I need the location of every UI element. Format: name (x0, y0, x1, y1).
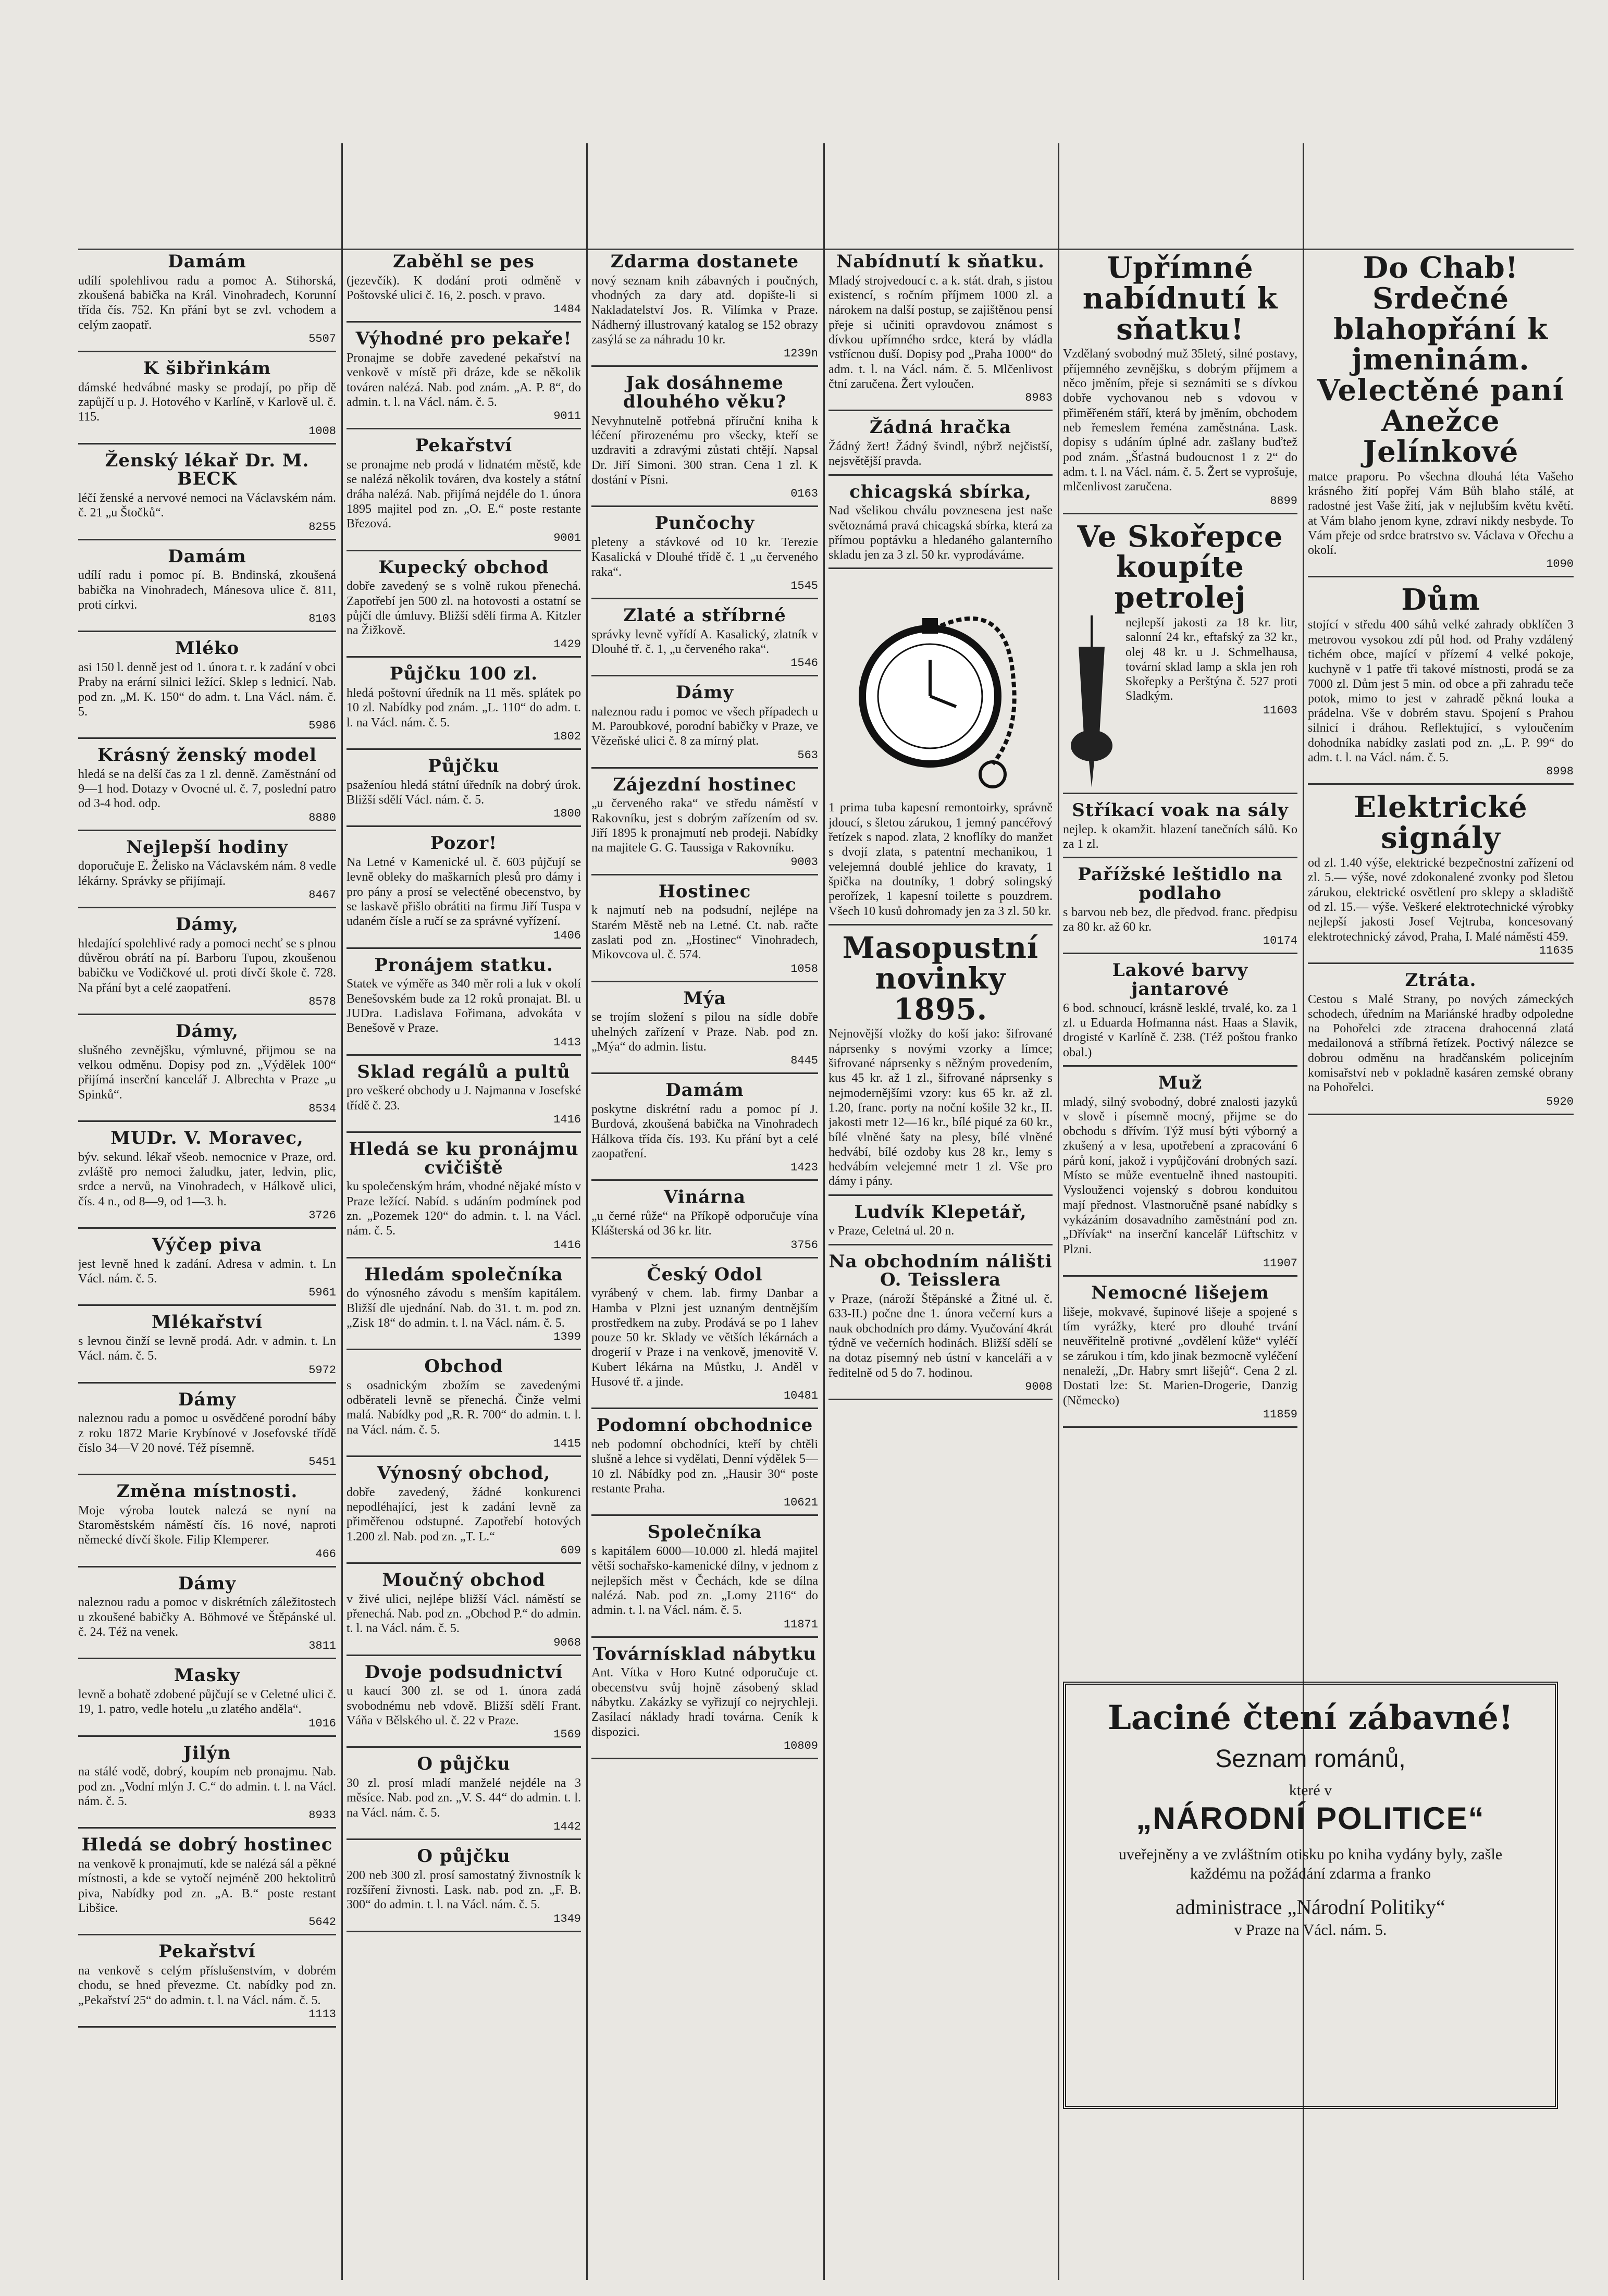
ad-number: 11907 (1263, 1256, 1297, 1270)
ad-title: Pekařství (415, 435, 513, 456)
ad-title: Hostinec (658, 881, 751, 902)
ad-text: se trojím složení s pilou na sídle dobře uhelných zařízení v Praze. Nab. pod zn. „Mýa“ do admin. listu. (591, 1010, 818, 1054)
column-divider (823, 143, 825, 2280)
ad-number: 9008 (1025, 1380, 1053, 1394)
ad-text: v Praze, (nároží Štěpánské a Žitné ul. č. 633-II.) počne dne 1. února večerní kurs a nauk obchodních pro dámy. Vyučování 4krát týdně ve večerních hodinách. Bližší sdělí se na dotaz písemný neb ústní v kanceláři a v ředitelně od 5 do 7. hodinou. (828, 1292, 1053, 1380)
classified-ad (347, 1140, 581, 1258)
column-divider (1058, 143, 1059, 2280)
ad-number: 466 (315, 1547, 336, 1561)
ad-text: „u červeného raka“ ve středu náměstí v Rakovníku, jest s dobrým zařízením od sv. Jiří 1895 k pronajmutí neb prodeji. Nabídky na majitele G. G. Taussiga v Rakovníku. (591, 797, 818, 855)
classified-ad (78, 253, 336, 352)
ad-number: 1800 (553, 807, 581, 821)
classified-ad (347, 1063, 581, 1133)
classified-ad (347, 559, 581, 658)
ad-text: Mladý strojvedoucí c. a k. stát. drah, s jistou existencí, s ročním příjmem 1000 zl. a nárokem na další postup, se zajištěnou pensí přeje si učiniti opravdovou známost s dívkou upřímného srdce, která by vládla vstřícnou duší. Dopisy pod „Praha 1000“ do adm. t. l. na Václ. nám. č. 5. Mlčenlivost čtní zaručena. Žert vyloučen. (828, 274, 1053, 391)
ad-column-3 (591, 253, 818, 2275)
ad-number: 1416 (553, 1113, 581, 1126)
ad-title: Damám (665, 1080, 744, 1101)
ad-number: 8255 (308, 520, 336, 534)
ad-text: psaženíou hledá státní úředník na dobrý úrok. Bližší sdělí Václ. nám. č. 5. (347, 778, 581, 807)
classified-ad (1063, 866, 1297, 954)
ad-title: Dvoje podsudnictví (364, 1661, 563, 1683)
classified-ad (347, 1571, 581, 1656)
classified-ad (591, 604, 818, 676)
ad-text: pleteny a stávkové od 10 kr. Terezie Kasalická v Dlouhé třídě č. 1 „u červeného raka“. (591, 535, 818, 579)
ad-text: naleznou radu a pomoc v diskrétních záležitostech u zkoušené babičky A. Böhmové ve Štěpánské ul. č. 24. Též na venek. (78, 1596, 336, 1639)
ad-text: od zl. 1.40 výše, elektrické bezpečnostní zařízení od zl. 5.— výše, nové zdokonalené zvonky pod šletou zárukou, elektrické osvětlení pro sklepy a skladiště od zl. 15.— výše. Veškeré elektrotechnické výrobky nejlepší jakosti Josef Vejtruba, koncesovaný elektrotechnický závod, Praha, I. Malé náměstí 459. (1308, 856, 1574, 944)
classified-ad (78, 1391, 336, 1476)
classified-ad (1063, 1284, 1297, 1428)
column-divider (341, 143, 343, 2280)
ad-text: léčí ženské a nervové nemoci na Václavském nám. č. 21 „u Štočků“. (78, 491, 336, 520)
ad-title: Český Odol (647, 1264, 763, 1285)
ad-text: Nejnovější vložky do koší jako: šifrované náprsenky s novými vzorky a límce; šifrované náprsenky s něžným provedením, kus 45 kr. až 1 zl., šifrované náprsenky s nejmodernějšími vzory: kus 65 kr. až zl. 1.20, franc. porty na noční košile 32 kr., II. jakosti metr 12—16 kr., bílé piqué za 60 kr., bílé vlněné šaty na plesy, bílé vlněné hedvábí, bílé ozdoby kus 28 kr., lemy s hedvábím velejemné metr 1 zl. Vše pro dámy i pány. (828, 1027, 1053, 1189)
classified-ad (347, 1847, 581, 1932)
ad-text: hledající spolehlivé rady a pomoci nechť se s plnou důvěrou obrátí na pí. Barboru Tupou, zkoušenou babičku ve Vodičkové ul. proti dívčí škole č. 728. Na přání byt a celé zaopatření. (78, 936, 336, 995)
classified-ad (78, 1483, 336, 1567)
classified-ad (591, 514, 818, 599)
ad-text: Na Letné v Kamenické ul. č. 603 půjčují se levně obleky do maškarních plesů pro dámy i pro pány a prosí se velectěné obecenstvo, by se laskavě přišlo obrátiti na firmu Jiří Tuspa v udaném čísle a ručí se za správné vyřízení. (347, 856, 581, 929)
ad-number: 8467 (308, 888, 336, 902)
ad-number: 10481 (783, 1389, 818, 1403)
ad-title: Žádná hračka (869, 417, 1012, 438)
ad-title: Upřímné nabídnutí k sňatku! (1082, 253, 1278, 347)
ad-number: 9068 (553, 1636, 581, 1649)
ad-title: Vinárna (663, 1187, 746, 1208)
ad-number: 5642 (308, 1916, 336, 1929)
promo-paper-name: „NÁRODNÍ POLITICE“ (1136, 1800, 1485, 1836)
ad-number: 1545 (790, 579, 818, 592)
ad-title: Zájezdní hostinec (613, 774, 797, 795)
classified-ad (347, 1266, 581, 1351)
ad-title: Zdarma dostanete (610, 253, 799, 272)
ad-text: lišeje, mokvavé, šupinové lišeje a spojené s tím vyrážky, které pro dlouhé trvání neuvěřitelně protivné „ovdělení kůže“ vyléčí se zárukou i tím, kdo jinak bezmocně vyléčení nenaleží, „Dr. Habry smrt lišejů“. Cena 2 zl. Dostati lze: St. Marien-Drogerie, Danzig (Německo) (1063, 1305, 1297, 1408)
ad-number: 5507 (308, 332, 336, 345)
ad-text: poskytne diskrétní radu a pomoc pí J. Burdová, zkoušená babička na Vinohradech Hálkova třída čís. 193. Ku přání byt a celé zaopatření. (591, 1102, 818, 1161)
ad-title: Změna místnosti. (116, 1481, 298, 1502)
ad-number: 1090 (1546, 558, 1574, 571)
classified-ad (828, 418, 1053, 475)
classified-ad (78, 452, 336, 540)
ad-title: Obchod (424, 1356, 503, 1377)
ad-column-5 (1063, 253, 1297, 1660)
ad-title: Dámy (178, 1389, 237, 1410)
ad-text: ku společenským hrám, vhodné nějaké místo v Praze ležící. Nabíd. s udáním podmínek pod zn. „Pozemek 120“ do admin. t. l. na Václ. nám. č. 5. (347, 1180, 581, 1238)
classified-ad (78, 357, 336, 445)
classified-ad (347, 1464, 581, 1564)
ad-text: naleznou radu i pomoc ve všech případech u M. Paroubkové, porodní babičky v Praze, ve Vězeňské ulici č. 8 za mírný plat. (591, 705, 818, 748)
ad-number: 1546 (790, 657, 818, 670)
ad-title: Výnosný obchod, (377, 1463, 551, 1484)
classified-ad (347, 1663, 581, 1748)
ad-number: 609 (560, 1544, 581, 1557)
ad-text: udílí radu i pomoc pí. B. Bndinská, zkoušená babička na Vinohradech, Mánesova ulice č. 811, proti církvi. (78, 569, 336, 612)
classified-ad (347, 665, 581, 750)
ad-number: 1406 (553, 929, 581, 942)
ad-column-6 (1308, 253, 1574, 1660)
ad-title: Masopustní novinky 1895. (842, 930, 1039, 1027)
pocket-watch-illustration (828, 576, 1053, 795)
ad-text: 30 zl. prosí mladí manželé nejdéle na 3 měsíce. Nab. pod zn. „V. S. 44“ do admin. t. l. na Václ. nám. č. 5. (347, 1776, 581, 1820)
ad-number: 11635 (1539, 944, 1574, 957)
classified-ad (347, 437, 581, 551)
ad-title: Kupecký obchod (378, 557, 549, 578)
ad-text: 6 bod. schnoucí, krásně lesklé, trvalé, ko. za 1 zl. u Eduarda Hofmanna nást. Haas a Slavik, drogisté v Karlíně č. 238. (Též poštou franko obal.) (1063, 1001, 1297, 1059)
ad-number: 5986 (308, 719, 336, 733)
ad-number: 1802 (553, 730, 581, 744)
classified-ad (1063, 1074, 1297, 1277)
classified-ad (347, 1755, 581, 1840)
ad-title: Hledám společníka (364, 1264, 563, 1285)
ad-number: 1399 (553, 1330, 581, 1344)
ad-number: 1239n (783, 347, 818, 361)
ad-number: 10174 (1263, 934, 1297, 948)
ad-number: 0163 (790, 487, 818, 501)
ad-text: udílí spolehlivou radu a pomoc A. Stihorská, zkoušená babička na Král. Vinohradech, Korunní třída čís. 752. Kn přání byt se zvl. vchodem a celým zaopatř. (78, 274, 336, 332)
ad-title: Půjčku (428, 756, 500, 777)
ad-text: nejlep. k okamžit. hlazení tanečních sálů. Ko za 1 zl. (1063, 822, 1297, 851)
ad-title: Nejlepší hodiny (126, 836, 288, 858)
ad-title: Ve Skořepce koupíte petrolej (1077, 519, 1283, 615)
ad-text: s osadnickým zbožím se zavedenými odběrateli levně se přenechá. Činže velmi malá. Nabídky pod „R. R. 700“ do admin. t. l. na Václ. nám. č. 5. (347, 1378, 581, 1437)
classified-ad (591, 1523, 818, 1637)
classified-ad (78, 548, 336, 633)
classified-ad (591, 883, 818, 982)
ad-number: 8880 (308, 811, 336, 824)
ad-title: Jak dosáhneme dlouhého věku? (623, 373, 787, 412)
ad-number: 1569 (553, 1728, 581, 1742)
ad-text: pro veškeré obchody u J. Najmanna v Josefské třídě č. 23. (347, 1084, 581, 1113)
newspaper-page (78, 112, 1574, 2280)
ad-number: 5451 (308, 1455, 336, 1469)
ad-number: 8445 (790, 1054, 818, 1068)
classified-ad (78, 1836, 336, 1935)
promo-admin: administrace „Národní Politiky“ (1176, 1895, 1445, 1919)
classified-ad (591, 776, 818, 875)
ad-number: 10621 (783, 1496, 818, 1510)
ad-number: 1349 (553, 1912, 581, 1925)
ad-text: dobře zavedený, žádné konkurenci nepodléhající, jest k zadání levně za přiměřenou odstupné. Zapotřebí hotových 1.200 zl. Nab. pod zn. „T. L.“ (347, 1485, 581, 1544)
ad-number: 11603 (1263, 703, 1297, 717)
ad-title: Masky (174, 1665, 241, 1686)
ad-text: na venkově s celým příslušenstvím, v dobrém chodu, se hned převezme. Ct. nabídky pod zn. „Pekařství 25“ do admin. t. l. na Václ. nám. č. 5. (78, 1964, 336, 2007)
ad-title: Nemocné lišejem (1091, 1282, 1269, 1303)
ad-text: neb podomní obchodníci, kteří by chtěli slušně a lehce si vydělati, Denní výdělek 5—10 zl. Nábídky pod zn. „Hausir 30“ poste restante Praha. (591, 1438, 818, 1496)
ad-title: Pařížské leštidlo na podlaho (1078, 864, 1283, 904)
classified-ad (1308, 792, 1574, 964)
ad-text: (jezevčík). K dodání proti odměně v Poštovské ulici č. 16, 2. posch. v pravo. (347, 274, 581, 302)
ad-number: 11871 (783, 1618, 818, 1631)
ad-number: 1416 (553, 1238, 581, 1252)
ad-number: 3726 (308, 1208, 336, 1222)
ad-title: Mýa (683, 987, 726, 1009)
classified-ad (828, 1203, 1053, 1245)
ad-title: Moučný obchod (382, 1570, 546, 1590)
classified-ad (78, 838, 336, 908)
classified-ad (347, 757, 581, 827)
promo-address: v Praze na Václ. nám. 5. (1234, 1921, 1387, 1939)
ad-title: K šibřinkám (143, 357, 271, 379)
ad-number: 9011 (553, 410, 581, 423)
ad-text: hledá poštovní úředník na 11 měs. splátek po 10 zl. Nabídky pod znám. „L. 110“ do adm. t. l. na Václ. nám. č. 5. (347, 686, 581, 730)
classified-ad (591, 1081, 818, 1181)
ad-text: Nevyhnutelně potřebná příruční kniha k léčení přirozenému pro všecky, kteří se uzdraviti a zdravými zůstati chtějí. Napsal Dr. Jiří Simoni. 300 stran. Cena 1 zl. K dostání v Písni. (591, 414, 818, 487)
classified-ad (591, 374, 818, 507)
ad-title: Dámy, (176, 1021, 239, 1042)
ad-title: MUDr. V. Moravec, (110, 1127, 304, 1149)
ad-text: k najmutí neb na podsudní, nejlépe na Starém Městě neb na Letné. Ct. nab. račte zaslati pod zn. „Hostinec“ Vinohradech, Mikovcova ul. č. 574. (591, 904, 818, 962)
ad-number: 1423 (790, 1161, 818, 1175)
ad-text: na venkově k pronajmutí, kde se nalézá sál a pěkné místnosti, a kde se vytočí nejméně 200 hektolitrů piva, Nabídky pod zn. „A. B.“ poste restant Libšice. (78, 1857, 336, 1915)
ad-title: Sklad regálů a pultů (357, 1061, 571, 1082)
classified-ad (78, 639, 336, 739)
ad-title: chicagská sbírka, (849, 481, 1032, 502)
ad-title: Továrnísklad nábytku (593, 1643, 817, 1664)
classified-ad (78, 1236, 336, 1306)
classified-ad (1063, 961, 1297, 1067)
ad-title: Hledá se ku pronájmu cvičiště (349, 1138, 579, 1178)
ad-number: 1113 (308, 2007, 336, 2021)
ad-number: 1016 (308, 1717, 336, 1730)
promo-which: které v (1289, 1782, 1332, 1799)
ad-title: Ludvík Klepetář, (854, 1201, 1027, 1223)
classified-ad (591, 1188, 818, 1258)
ad-text: dámské hedvábné masky se prodají, po přip dě zapůjčí u p. J. Hotového v Karlíně, v Karlově ul. č. 115. (78, 380, 336, 424)
ad-text: dobře zavedený se s volně rukou přenechá. Zapotřebí jen 500 zl. na hotovosti a ostatní se půjčí dle úmluvy. Bližší sdělí firma A. Kitzler na Žižkově. (347, 579, 581, 638)
ad-title: Ztráta. (1405, 969, 1477, 991)
classified-ad (1308, 253, 1574, 577)
ad-text: býv. sekund. lékař všeob. nemocnice v Praze, ord. zvláště pro nemoci žaludku, jater, ledvin, plic, srdce a nervů, na Vinohradech, v Hálkově ulici, čís. 4 n., od 8—9, od 1—3. h. (78, 1150, 336, 1208)
ad-number: 8899 (1270, 494, 1297, 508)
ad-text: Vzdělaný svobodný muž 35letý, silné postavy, příjemného zevnějšku, s dobrým příjmem a něco jměním, přeje si seznámiti se s dívkou dobře vychovanou neb s vdovou v přiměřeném stáří, která by jměním, obchodem neb řemeslem řeména zaměstnána. Lask. dopisy s udáním úplné adr. zašlany buďtež pod znám. „Šťastná budoucnost 1 z 2“ do adm. t. l. na Václ. nám. č. 5. Žert se vyprošuje, mlčenlivost zaručena. (1063, 347, 1297, 494)
ad-title: Damám (168, 253, 246, 272)
promo-headline: Laciné čtení zábavné! (1107, 1698, 1514, 1737)
classified-ad (1063, 519, 1297, 794)
ad-title: Společníka (647, 1522, 762, 1543)
ad-number: 1429 (553, 638, 581, 651)
ad-title: Dámy (178, 1573, 237, 1594)
classified-ad (347, 253, 581, 323)
classified-ad (78, 746, 336, 831)
ad-title: Zaběhl se pes (393, 253, 535, 272)
ad-text: Statek ve výměře as 340 měr roli a luk v okolí Benešovském bude za 12 roků pronajat. Bl. u JUDra. Ladislava Fořimana, advokáta v Benešově v Praze. (347, 977, 581, 1035)
ad-number: 8534 (308, 1102, 336, 1115)
ad-text: Ant. Vítka v Horo Kutné odporučuje ct. obecenstvu svůj hojně zásobený sklad nábytku. Zakázky se vyřizují co nejrychleji. Zasílací náklady hradí továrna. Ceník k dispozici. (591, 1666, 818, 1739)
ad-text: matce praporu. Po všechna dlouhá léta Vašeho krásného žití popřej Vám Bůh blaho stálé, at radostné jest Vaše žití, jak v nejlubším květu květí. at Vám blaho jenom kyne, zdraví nikdy nesbyde. To Vám přeje od srdce bratrstvo sv. Václava v Ořechu a okolí. (1308, 470, 1574, 558)
ad-text: „u černé růže“ na Příkopě odporučuje vína Klášterská od 36 kr. litr. (591, 1209, 818, 1238)
ad-title: Výčep piva (152, 1234, 263, 1255)
classified-ad (828, 253, 1053, 411)
classified-ad (591, 1266, 818, 1410)
ad-column-2 (347, 253, 581, 2275)
ad-title: Damám (168, 546, 246, 567)
ad-text: Žádný žert! Žádný švindl, nýbrž nejčistší, nejsvětější pravda. (828, 439, 1053, 468)
classified-ad (78, 1744, 336, 1829)
classified-ad (347, 330, 581, 429)
classified-ad (1063, 253, 1297, 514)
ad-text: Moje výroba loutek nalezá se nyní na Staroměstském náměstí čís. 16 nové, naproti německé dívčí škole. Filip Klemperer. (78, 1503, 336, 1547)
ad-text: na stálé vodě, dobrý, koupím neb pronajmu. Nab. pod zn. „Vodní mlýn J. C.“ do admin. t. l. na Václ. nám. č. 5. (78, 1765, 336, 1808)
ad-text: mladý, silný svobodný, dobré znalosti jazyků v slově i písemně mocný, přijme se do obchodu s dřívím. Týž musí býti výborný a zkušený a v lesa, upotřebení a zpracování 6 párů koní, jakož i vypůjčování drobných sazí. Místo se může eventuelně ihned nastoupiti. Vyslouženci vojenský s dobrou konduitou mají přednost. Vlastnoručně psané nabídky s vykázáním dosavadního zaměstnání pod zn. „Dřívíak“ na inserční kancelář Lüftschitz v Plzni. (1063, 1095, 1297, 1256)
ad-text: s kapitálem 6000—10.000 zl. hledá majitel větší sochařsko-kamenické dílny, v jednom z nejlepších měst v Čechách, kde se dílna nalézá. Nab. pod zn. „Lomy 2116“ do admin. t. l. na Václ. nám. č. 5. (591, 1545, 818, 1618)
ad-text: 200 neb 300 zl. prosí samostatný živnostník k rozšíření živnosti. Lask. nab. pod zn. „F. B. 300“ do admin. t. l. na Václ. nám. č. 5. (347, 1868, 581, 1912)
ad-title: Dámy, (176, 914, 239, 935)
lamp-illustration (1063, 615, 1120, 787)
ad-column-1 (78, 253, 336, 2275)
ad-title: O půjčku (417, 1845, 511, 1867)
ad-title: Muž (1158, 1072, 1203, 1093)
ad-title: Ženský lékař Dr. M. BECK (105, 450, 310, 490)
ad-title: Nabídnutí k sňatku. (836, 253, 1045, 272)
classified-ad (591, 1416, 818, 1516)
ad-text: asi 150 l. denně jest od 1. února t. r. k zadání v obci Praby na erární silnici ležící. Sklep s lednicí. Nab. pod zn. „M. K. 150“ do adm. t. Lna Václ. nám. č. 5. (78, 660, 336, 719)
ad-text: nový seznam knih zábavných i poučných, vhodných za dary atd. dopište-li si Nakladatelství Jos. R. Vilímka v Praze. Nádherný illustrovaný katalog se 152 obrazy zasýlá se za náhradu 10 kr. (591, 274, 818, 347)
ad-number: 8983 (1025, 391, 1053, 405)
ad-title: Hledá se dobrý hostinec (81, 1834, 333, 1856)
ad-number: 9003 (790, 855, 818, 869)
classified-ad (1308, 971, 1574, 1115)
ad-number: 5961 (308, 1286, 336, 1300)
ad-text: levně a bohatě zdobené půjčují se v Celetné ulici č. 19, 1. patro, vedle hotelu „u zlatého anděla“. (78, 1688, 336, 1717)
classified-ad (828, 930, 1053, 1196)
ad-title: Elektrické signály (1354, 790, 1528, 856)
ad-text: nejlepší jakosti za 18 kr. litr, salonní 24 kr., eftafský za 32 kr., olej 48 kr. u J. Schmelhausa, tovární sklad lamp a skla jen roh Skořepky a Perštýna č. 527 proti Sladkým. (1125, 615, 1297, 703)
ad-text: s levnou činží se levně prodá. Adr. v admin. t. Ln Václ. nám. č. 5. (78, 1334, 336, 1363)
ad-number: 10809 (783, 1739, 818, 1752)
ad-column-4 (828, 253, 1053, 2275)
ad-title: Půjčku 100 zl. (389, 663, 538, 685)
ad-title: Jilýn (183, 1742, 231, 1763)
ad-number: 3811 (308, 1639, 336, 1653)
ad-title: Pekařství (158, 1941, 256, 1962)
ad-title: Krásný ženský model (97, 745, 317, 766)
ad-number: 5972 (308, 1363, 336, 1377)
ad-title: Stříkací voak na sály (1072, 799, 1289, 821)
ad-text: se pronajme neb prodá v lidnatém městě, kde se nalézá několik továren, dva kostely a státní dráha nalézá. Nab. přijímá nejdéle do 1. února 1895 majitel pod zn. „O. E.“ poste restante Březová. (347, 458, 581, 531)
promo-list-title: Seznam románů, (1215, 1745, 1406, 1773)
classified-ad (1308, 585, 1574, 785)
ad-title: Lakové barvy jantarové (1112, 960, 1248, 999)
ad-number: 8103 (308, 612, 336, 626)
ad-text: Pronajme se dobře zavedené pekařství na venkově v místě při dráze, kde se několik továren nalézá. Nab. pod znám. „A. P. 8“, do admin. t. l. na Václ. nám. č. 5. (347, 351, 581, 409)
novel-list-advert (1063, 1682, 1558, 2109)
ad-text: vyrábený v chem. lab. firmy Danbar a Hamba v Plzni jest uznaným dentnějším prostředkem na zuby. Prodává se po 1 lahev pouze 50 kr. Sklady ve větších lékárnách a drogerií v Praze i na venkově, jmenovitě V. Kubert lékárna na Můstku, J. Anděl v Husové tř. a jinde. (591, 1287, 818, 1389)
classified-ad (78, 1313, 336, 1383)
ad-number: 8998 (1546, 765, 1574, 779)
ad-number: 1442 (553, 1820, 581, 1833)
classified-ad (78, 1129, 336, 1229)
column-top-rule (78, 249, 1574, 250)
ad-text: do výnosného závodu s menším kapitálem. Bližší dle ujednání. Nab. do 31. t. m. pod zn. „Zisk 18“ do admin. t. l. na Václ. nám. č. 5. (347, 1287, 581, 1330)
ad-text: v Praze, Celetná ul. 20 n. (828, 1224, 955, 1238)
classified-ad (828, 576, 1053, 925)
ad-text: naleznou radu a pomoc u osvědčené porodní báby z roku 1872 Marie Krybínové v Josefovské třídě číslo 34—V 20 nové. Též písemně. (78, 1412, 336, 1455)
classified-ad (1063, 801, 1297, 858)
ad-title: Zlaté a stříbrné (623, 604, 786, 626)
classified-ad (828, 483, 1053, 570)
ad-title: Pronájem statku. (374, 954, 553, 976)
classified-ad (591, 1645, 818, 1759)
ad-number: 563 (797, 748, 818, 762)
ad-number: 8578 (308, 995, 336, 1008)
ad-text: hledá se na delší čas za 1 zl. denně. Zaměstnání od 9—1 hod. Dotazy v Ovocné ul. č. 7, poslední patro od 3-4 hod. odp. (78, 767, 336, 811)
ad-number: 9001 (553, 531, 581, 545)
ad-number: 1415 (553, 1437, 581, 1451)
ad-text: slušného zevnějšku, výmluvné, přijmou se na velkou odměnu. Dopisy pod zn. „Výdělek 100“ přijímá inserční kancelář J. Albrechta v Praze „u Spinků“. (78, 1043, 336, 1102)
promo-text: uveřejněny a ve zvláštním otisku po kniha vydány byly, zašle každému na požádání zdarma a franko (1118, 1845, 1503, 1882)
ad-text: s barvou neb bez, dle předvod. franc. předpisu za 80 kr. až 60 kr. (1063, 905, 1297, 934)
ad-text: stojící v středu 400 sáhů velké zahrady obklíčen 3 metrovou vysokou zdí půl hod. od Prahy vzdálený tichém obce, mající v přízemí 4 velké pokoje, kuchyně v 1 patře tři takové místnosti, prodá se za 7000 zl. Dům jest 5 min. od obce a při zahradu teče potok, mimo to jest v zahradě pěkná louka a prádelna. Vše v dobrém stavu. Spojení s Prahou silnicí i dráhou. Reflektující, s vyloučením dohodníka nabídky zaslati pod zn. „L. P. 99“ do adm. t. l. na Václ. nám. č. 5. (1308, 618, 1574, 765)
ad-number: 3756 (790, 1238, 818, 1252)
ad-text: jest levně hned k zadání. Adresa v admin. t. Ln Václ. nám. č. 5. (78, 1257, 336, 1286)
ad-text: správky levně vyřídí A. Kasalický, zlatník v Dlouhé tř. č. 1, „u červeného raka“. (591, 627, 818, 656)
ad-number: 1413 (553, 1035, 581, 1049)
ad-text: 1 prima tuba kapesní remontoirky, správně jdoucí, s šletou zárukou, 1 jemný pancéřový řetízek s napod. zlata, 2 knoflíky do manžet s dvojí zlata, s patentní mechanikou, 1 velejemná doublé jehlice do kravaty, 1 špička na doutníky, 1 dobrý solingský perořízek, 1 kapesní toilette s pouzdrem. Všech 10 kusů dohromady jen za 3 zl. 50 kr. (828, 801, 1053, 918)
ad-title: Podomní obchodnice (596, 1415, 813, 1436)
classified-ad (347, 1357, 581, 1457)
ad-number: 1008 (308, 424, 336, 438)
ad-number: 1484 (553, 303, 581, 316)
column-divider (586, 143, 588, 2280)
ad-title: Do Chab! Srdečné blahopřání k jmeninám. Velectěné paní Anežce Jelínkové (1317, 253, 1564, 469)
ad-number: 5920 (1546, 1095, 1574, 1108)
ad-title: Mlékařství (151, 1312, 263, 1333)
classified-ad (78, 1943, 336, 2028)
classified-ad (591, 253, 818, 367)
classified-ad (78, 1022, 336, 1122)
classified-ad (591, 987, 818, 1075)
ad-number: 1058 (790, 962, 818, 976)
ad-text: Cestou s Malé Strany, po nových zámeckých schodech, úředním na Mariánské hradby odpoledne na Pohořelci zde ztracena drahocenná zlatá medailonová a stříbrná řetízek. Poctivý nálezce se dobrou odměnu na hradčanském policejním komisařství neb v pokladně kasáren zemské obrany na Pohořelci. (1308, 992, 1574, 1095)
classified-ad (347, 956, 581, 1056)
classified-ad (78, 1575, 336, 1660)
ad-title: Pozor! (430, 833, 498, 854)
ad-text: doporučuje E. Želisko na Václavském nám. 8 vedle lékárny. Správky se přijímají. (78, 859, 336, 888)
ad-title: Punčochy (654, 513, 755, 534)
classified-ad (828, 1253, 1053, 1400)
classified-ad (347, 834, 581, 948)
classified-ad (78, 916, 336, 1015)
classified-ad (591, 684, 818, 769)
ad-title: Dámy (675, 682, 734, 703)
ad-text: Nad všelikou chválu povznesena jest naše světoznámá pravá chicagská sbírka, která za přímou poptávku a hledaného galanterního skladu jen za 3 zl. 50 kr. vyprodáváme. (828, 504, 1053, 562)
ad-text: v živé ulici, nejlépe bližší Václ. náměstí se přenechá. Nab. pod zn. „Obchod P.“ do admin. t. l. na Václ. nám. č. 5. (347, 1592, 581, 1636)
ad-text: u kaucí 300 zl. se od 1. února zadá svobodnému neb vdově. Bližší sdělí Frant. Váňa v Bělského ul. č. 22 v Praze. (347, 1684, 581, 1727)
ad-title: Dům (1401, 583, 1480, 618)
ad-number: 11859 (1263, 1408, 1297, 1421)
ad-title: O půjčku (417, 1754, 511, 1775)
ad-title: Mléko (175, 638, 240, 659)
ad-title: Na obchodním nálišti O. Teisslera (828, 1251, 1053, 1291)
classified-ad (78, 1667, 336, 1736)
ad-title: Výhodné pro pekaře! (355, 328, 572, 350)
ad-number: 8933 (308, 1809, 336, 1822)
